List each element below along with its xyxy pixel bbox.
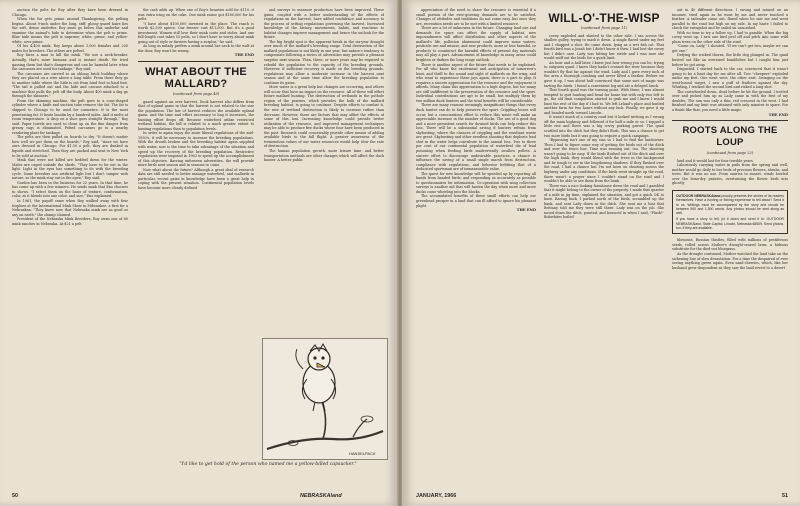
bird-cartoon-icon <box>263 339 387 459</box>
paragraph: appreciation of the need to share the resource is essential if a small portion of the ever-growing demands are to be satisfied. Changes of attitudes and traditions do not come easy, but ones they are, recreation needs are to be met with a limited resource. <box>416 8 536 26</box>
left-column-3 <box>264 8 384 338</box>
paragraph: The big bright spot is the apparent break in the six-year drought over much of the mallard's breeding range. Total destruction of the mallard populations is not likely in one year, but nature's tendency to compensate following a series of adversities may provide a pleasant surprise next season. Then, three, or more years may be required to rebuild the population to the capacity of the breeding grounds. However, if sufficient recovery is made on the breeding grounds, regulations may allow a moderate increase in the harvest next season and at the same time allow the breeding population to continue its gains. <box>264 39 384 85</box>
paragraph: With no time to try a follow up, I had to gamble. When the big covey went up, I saw one bird peel off and pitch into some wild plum trees on the other side of the road. <box>672 30 788 44</box>
right-column-2 <box>544 8 664 486</box>
paragraph: The quest for new knowledge will be speeded up by reporting all bands from banded birds, and responding as accurately as possible to questionnaires for information. Co-operation with wing collection surveys is another aid that will hasten the day when more and more ducks come wheeling into the blocks. <box>416 171 536 194</box>
paragraph: "Bypassing isn't one of my sins so I had to find the landowner. Then I had to figure some way of getting the birds out of the ditch and over the fence line. Time was running out, too. The shooting wasn't going to be easy. If the birds flushed out of the ditch and over the high bank, they would blend with the trees in the background and be tough to see in the lengthening shadows. If they flushed over the road, I had a chance but I'm not keen on shooting across the highway under any conditions. If the birds went straight up the road, there wasn't a prayer since I couldn't stand on the road and I wouldn't be able to see them from the bank. <box>544 138 664 184</box>
roots-article-title: ROOTS ALONG THE LOUP <box>682 125 778 149</box>
right-column-3 <box>672 8 788 486</box>
paragraph: "Come on, Lady," I shouted. "If we can't get two, maybe we can get one." <box>672 44 788 53</box>
promo-heading: OUTDOOR NEBRASKAland <box>676 193 721 198</box>
paragraph: Defying the wicked thorns, the little dog plunged in. The quail busted out like an oversized bumblebee but I caught him just before he got away. <box>672 53 788 67</box>
paragraph: There are a lot of unknowns in the future. Changing land use and demands for space can affect the supply of habitat, new impoundments will affect distribution and other aspects of the mallard's life, pollution abatement could improve some waters, pesticide use and misuse, and new products, more or less harmful, or products to counteract the harmful effects of present day materials may all play a part. Advancement of knowledge in many areas could brighten or darken the long range outlook. <box>416 26 536 63</box>
paragraph: The carcasses are carried to an oblong brick building where they are placed on a wire above a long table. From there they go to another table where the hide is cut from hind foot to hind foot. "The tail is pulled out and the hide and carcass attached to a machine that pulls the pelt off the body. About 400 mink a day go through the skinners." <box>12 71 128 99</box>
paragraph: In 1961, the payoff came when Roy walked away with four trophies at the International Mink Show in Milwaukee, a first for a Nebraskan. "They knew now that Nebraska mink are as good as any on earth," the champ claimed. <box>12 198 128 217</box>
paragraph: Roy hires a man to kill the mink. "We use a neck-breaker. Actually, that's more humane and is instant death. We tried gassing them but that's dangerous and can be harmful later when the carcasses are used for tankage," Roy said. <box>12 53 128 72</box>
page-number-left: 50 <box>12 493 18 499</box>
will-o-the-wisp-text <box>544 34 664 220</box>
paragraph: President of the Nebraska Mink Breeders, Roy owns one of 80 mink ranches in Nebraska. At $21 a pelt <box>12 217 128 226</box>
paragraph: As long as milady prefers a mink around her neck to the wolf at the door, Roy won't be wrong. <box>138 44 254 53</box>
continued-note: (continued from page 22) <box>706 151 754 156</box>
end-mark: THE END <box>516 208 536 213</box>
paragraph: More water is a great help but changes are occurring, and others will occur that have an impact on the resource. All of these will effect future mallard hunting. The destruction of wetlands in the pothole region of the prairies, which provides the bulk of the mallard breeding habitat, is going to continue. Despite efforts to combat it, the rate of wetland destruction is likely to increase rather than decrease. However, there are factors that may offset the effects of some of this loss. Increasing knowledge could provide better utilization of the resource, and improved management techniques may be able to produce five ducks where four have been produced in the past. Research could conceivably provide other means of adding available birds to the fall flight. A greater awareness of the tremendous values of our water resources would help slow the rate of destruction. <box>264 85 384 149</box>
paragraph: An hour and a half later, I knew just how wrong you can be, trying to outguess quail. I knew they hadn't crossed the river because they wouldn't fly that far against the wind. Lady and I gave every inch of the area a thorough combing and never lifted a feather. Before we gave it up, I was about half convinced that some sort of magic was tarting the birds. I found a convenient log and ate a delayed lunch. <box>544 60 664 88</box>
magazine-name: NEBRASKAland <box>300 493 342 499</box>
paragraph: There is another aspect of the future that needs to be explained. For all who know the excitement and anticipation of tomorrow's hunt, and thrill to the sound and sight of mallards on the wing, and who want to experience these joys again, there is a part to play. It requires a sincere appreciation for the resource and the enjoyment it affords. Many claim this appreciation to a high degree, but too many are still indifferent to the preservation of the resource and the sport. Individual contributions are apt to be small, but multiply them by two million duck hunters and the total benefits will be considerable. <box>416 62 536 103</box>
paragraph: The human population growth, more leisure time, and better transportation methods are other changes which will affect the duck hunter. A better public <box>264 148 384 163</box>
left-page <box>0 0 398 506</box>
paragraph: "I have about $100,000 invested in the place. The ranch is worth $2,500 apiece. Our freezer cost $11,000. But it's a good investment. Women still love their mink coats and stoles. And one full-length coat takes 55 pelts, so I don't have to worry about mink going out of style or furriers having a surplus," he said. <box>138 21 254 44</box>
will-o-the-wisp-ending <box>672 8 788 113</box>
left-column-2 <box>138 8 254 478</box>
paragraph: From the skinning machine, the pelt goes to a cone-shaped cylinder where a knife and suction tube remove the fat. The fat is shipped to Chicago to be used for cosmetics. It is the most penetrating fat. It beats lanolin by a hundred miles. And it melts at room temperature. A drop on a shoe goes straight through," Roy said. Paper towels are used to clean up on the fine danger from greasy rags is eliminated. Pelted carcasses go to a nearby rendering plant for tankage. <box>12 98 128 135</box>
divider <box>672 120 788 121</box>
paragraph: As the drought continued, Mother watched the land take on the sickening hue of slow devastation. For a time the despaired of ever seeing anything green again. Even sand-cherries, which, like her husband grew despondent as they saw the land revert to a desert <box>672 251 788 270</box>
paragraph: Laboriously carrying water in pails from the spring and well, mother would go daily to her beds of precious flowers, shrubs, and trees. But it was no use. From sunrise to sunset, winds howled over the bone-dry prairies, overturning the flower beds into ghostly <box>672 163 788 186</box>
roots-article-continued <box>672 238 788 270</box>
paragraph: Disgusted, I started back to the car, convinced that it wasn't going to be a limit day for me after all. Two "cheepers" exploded under my feet. One went west, the other east. Swinging on the west-bound target, I saw a puff of feathers against the sky. Whirling, I tracked the second bird and risked a long shot. <box>672 67 788 90</box>
page-number-right: 51 <box>782 493 788 499</box>
paragraph: The pelts are then pulled on boards to dry. "It doesn't matter how well we put them on the boards," Roy said, "since we have ours dressed in Chicago. For $1.50 a pelt, they are dunked in liquids and stretched. Then they are packed and sent to New York to be sold at auction." <box>12 135 128 158</box>
paragraph: auction the pelts for Roy after they have been dressed in Chicago. <box>12 8 128 17</box>
paragraph: the cash adds up. When one of Roy's beauties sold for $110, it was extra icing on the cake. One mink raiser got $180,000 for his pelts. <box>138 8 254 22</box>
paragraph: In order to again enjoy the more liberal regulations of the mid-1950's, it will be necessary to increase the breeding populations. With the drouth broken and the breeding habitat again supplied with water, now is the time to take advantage of the situation and speed up the recovery of the breeding population. Restrictive regulations were imposed in 1963 to speed up the accomplishment of this objective. Barring unforseen adversities, the will provide more birds next season and in seasons to come. <box>138 131 254 168</box>
right-column-1 <box>416 8 536 486</box>
promo-text: proudly presents the stories of its readers themselves. Have a hunting or fishing experience to tell about? Send it to us. Writings must be accompanied by the story and should be between 500 and 1,500 words. Any photos should be sent along as well. <box>676 193 784 216</box>
mink-article-continued <box>138 8 254 53</box>
paragraph: The cartwheeled down, dead before he hit the ground. I trotted over and picked him up as Lady came in with the first of my doubles. The sun was only a thin, red crescent in the west. I had finished and my limit was attained with only minutes to spare. For a finish like that, you need a little magic. <box>672 89 788 113</box>
mallard-article-ending <box>416 8 536 208</box>
paragraph: blowouts. Russian thistles, filled with millions of pestiferous seeds, rolled across Mother's drought-seared lawn, a hideous substitute for the died-out bluegrass. <box>672 238 788 252</box>
continued-note: (continued from page 11) <box>580 26 628 30</box>
paragraph: Of his 4,400 mink, Roy keeps about 1,000 females and 200 males for breeders. The others are pelted. <box>12 44 128 53</box>
paragraph: out in 40 different directions. I swung and missed on an incomer, tried again as he went by me and never touched a feather. A tailender came out, flared when he saw me and went parallel to the road but high on my side. In my haste I failed to check the swingshot and he sailed on unscathed. <box>672 8 788 31</box>
right-page <box>402 0 800 506</box>
paragraph: and surveys to measure production have been improved. These gains, coupled with a better understanding of the effects of regulations on the harvest, have added confidence and accuracy to the process of setting regulations governing the harvest. Increased knowledge of the history, movements, habits, and reactions to habitat changes improve management and hence the outlook for the future. <box>264 8 384 40</box>
cartoon-caption: "I'd like to get hold of the person who named me a yellow-billed capsucker." <box>179 462 357 467</box>
end-mark: THE END <box>768 112 788 117</box>
left-column-1 <box>12 8 128 478</box>
issue-date: JANUARY, 1966 <box>416 493 457 499</box>
will-o-the-wisp-title: WILL-O'-THE-WISP <box>548 11 660 25</box>
cartoon-signature: HANSELPACK <box>349 451 376 456</box>
reader-stories-box <box>672 190 788 234</box>
paragraph: There are many reasons seemingly insignificant things that every duck hunter can do to help preserve the sport. Crippling losses will occur, but a conscientious effort to reduce this waste will make an appreciable increase in the number of ducks. The use of a good dog and a more persistent search for downed birds can help reduce this loss. There will be a substantial saving if hunters refrain from skybusting, where the chances of crippling and the resultant waste are great. Skybusting and other needless shooting that depleats lead shot in the water helps contribute to the annual loss. Two to three per cent of our continental population of waterfowl die of lead poisoning when feeding birds inadvertently swallow pellets. A sincere effort to discourage undesirable practices, a chance to influence the saving of a small single marsh from destruction, compliance with regulations, and behavior befitting that of a dedicated sportsman are of immeasurable value. <box>416 103 536 172</box>
continued-note: (continued from page 49) <box>172 92 220 97</box>
paragraph: Now what about the future? Although a great deal of research data are still needed to better manage waterfowl, and mallards in particular, recent gains in knowledge have been a great help in coping with the present situation. Continental population levels have become more clearly defined <box>138 167 254 190</box>
promo-text-2: If you have a story to tell, jot it down and send it to: OUTDOOR NEBRASKAland, State Capitol, Lincoln, Nebraska 68509. Send photos, too, if they are available. <box>676 217 784 231</box>
mallard-article-text <box>138 100 254 191</box>
paragraph: There was a nice looking farmhouse down the road and I gambled that it might belong to the owner of the property. I made that quarter of a mile in jig time, explained the situation, and got a quick OK to hunt. Racing back, I parked north of the birds, scrambled up the bank, and sent Lady down in the ditch. She sent me a hint that Brittany told me they were still there. Lady was on the job. She nosed down the ditch, pointed, and bounced in when I said, "Flush!" Bobwhites boiled <box>544 183 664 220</box>
paragraph: It wasn't much of a country road but it looked inviting as I swung off the main highway and followed it for half a mile or so. I topped a little rise and there was a big covey parking gravel. The quail scuttled into the ditch but they didn't flush. This was a chance to get two more birds but it was going to require a quick campaign. <box>544 115 664 138</box>
paragraph: Gordon has been in the business for 22 years. In that time, he has come up with a few winners. He sends mink that Eno chooses to shows. "I select them on the basis of texture, conformation, color, as it blends into one color, and size," Eno explained. <box>12 180 128 199</box>
end-mark: THE END <box>234 53 254 58</box>
mallard-article-title: WHAT ABOUT THE MALLARD? <box>145 66 247 91</box>
divider <box>138 61 254 62</box>
cartoon-illustration <box>262 338 388 460</box>
paragraph: covey exploded and slanted to the other side. I ran across the shallow gulley, trying to mark it down. A single flared under my feet and I chopped a shot. He came down, lying as a wet fish cat. That fourth bird was a Jonah but I didn't know it then. I had lost the covey but I didn't care. Lady was hitting her stride and I was sure she would sniff out the birds for a quick limit. <box>544 33 664 61</box>
paragraph: That fourth quail was the turning point. With three, I was almost tempted to quit hunting and head for home but with only two left to go, the old limit compulsion started to grab me and I knew I would hunt the rest of the day if I had to. We left Leland's place and hunted another farm for two hours without any luck. Finally, we gave it up and headed north toward Lincoln. <box>544 88 664 115</box>
paragraph: guard against an over harvest. Duck harvest also differs from that of upland game in that the harvest is not related to the size the population. The law of harvest reduces the available upland game, and the time and effort necessary to bag it increases, the hunting effort drops off. Because waterfowl utilize restricted wetland habitat, the kill is related to a much greater extent to hunting regulations than to population levels. <box>138 99 254 131</box>
paragraph: When the fur gets prime around Thanksgiving, the pelting begins. About 9-inch under the long, stiff, glossy guard hairs lies the soft, dense underfur. Roy must go below this underfur and examine the animal's hide to determine when the pelt is prime. Blue hide means the pelt is unprime; white, prime; and yellow-white, over prime. <box>12 17 128 44</box>
paragraph: land and it would last for four terrible years. <box>677 158 754 163</box>
paragraph: The accumulated benefits of these small efforts can help our greenhead prosper in a land that can ill afford to ignore his pleasant plight. <box>416 194 536 208</box>
paragraph: Mink that were not killed are bedded down for the winter. Males are caged outside the sheds. "They have to be out in the light. Light in the eyes has something to do with the breeding cycle. Some breeders use artificial light but I don't tamper with nature, so the mink stay out in the open," Roy said. <box>12 158 128 181</box>
roots-article-text <box>672 159 788 186</box>
